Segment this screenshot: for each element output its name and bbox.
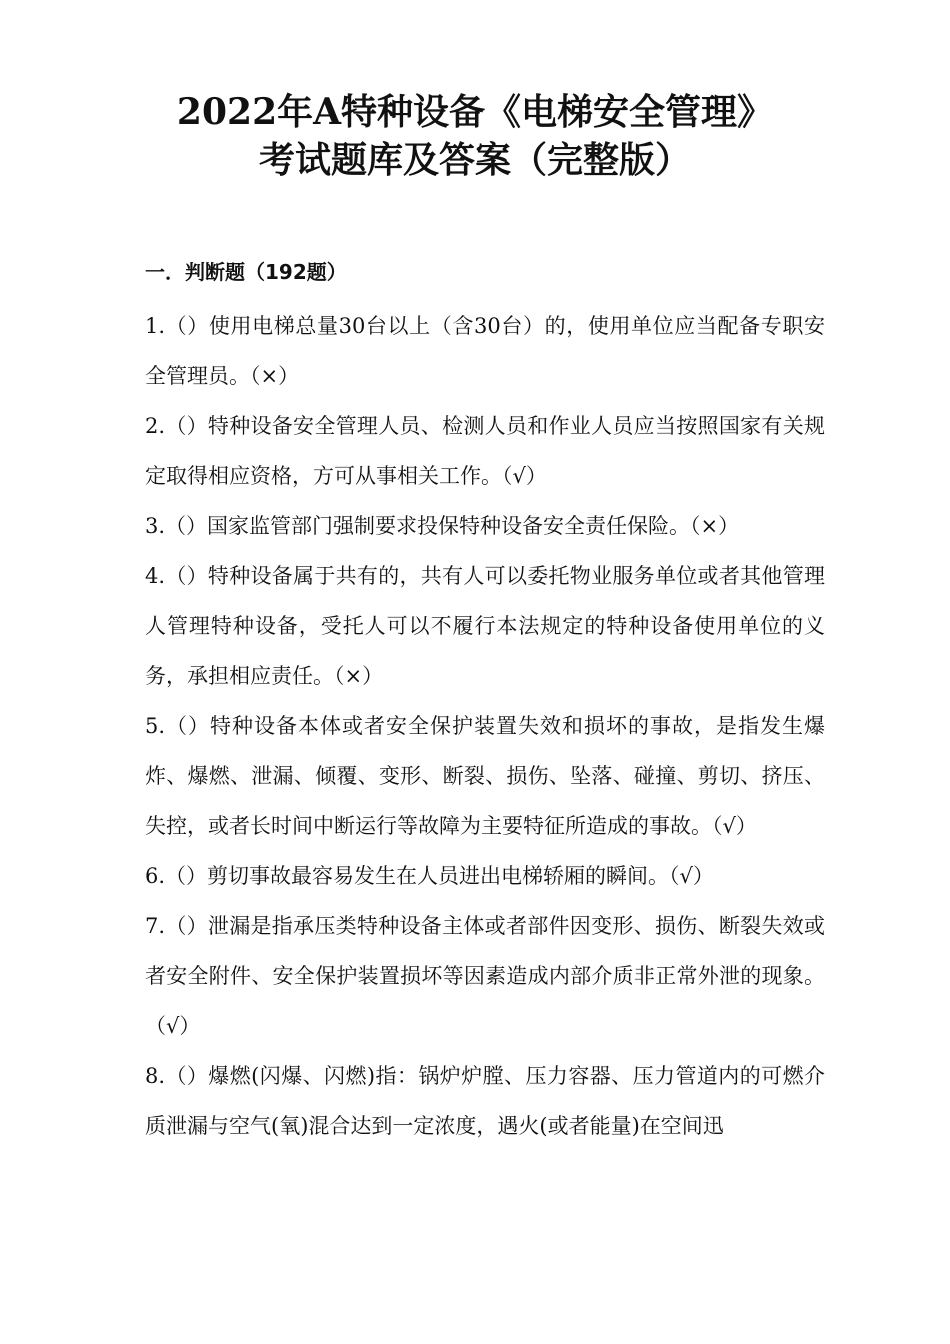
question-item: 8.（）爆燃(闪爆、闪燃)指：锅炉炉膛、压力容器、压力管道内的可燃介质泄漏与空气(氧)混合达到一定浓度，遇火(或者能量)在空间迅 [145, 1064, 825, 1138]
question-item: 1.（）使用电梯总量30台以上（含30台）的，使用单位应当配备专职安全管理员。（×） [145, 314, 825, 388]
question-item: 6.（）剪切事故最容易发生在人员进出电梯轿厢的瞬间。（√） [145, 864, 714, 888]
section-heading: 一．判断题（192题） [145, 260, 347, 284]
question-list [145, 301, 825, 1151]
question-item: 7.（）泄漏是指承压类特种设备主体或者部件因变形、损伤、断裂失效或者安全附件、安全保护装置损坏等因素造成内部介质非正常外泄的现象。（√） [145, 914, 825, 1038]
document-title-line2: 考试题库及答案（完整版） [258, 139, 691, 181]
question-item: 4.（）特种设备属于共有的，共有人可以委托物业服务单位或者其他管理人管理特种设备，受托人可以不履行本法规定的特种设备使用单位的义务，承担相应责任。（×） [145, 564, 825, 688]
question-item: 3.（）国家监管部门强制要求投保特种设备安全责任保险。（×） [145, 514, 740, 538]
question-item: 5.（）特种设备本体或者安全保护装置失效和损坏的事故，是指发生爆炸、爆燃、泄漏、倾覆、变形、断裂、损伤、坠落、碰撞、剪切、挤压、失控，或者长时间中断运行等故障为主要特征所造成的事故。（√） [145, 714, 825, 838]
document-title-line1: 2022年A特种设备《电梯安全管理》 [176, 91, 774, 133]
question-item: 2.（）特种设备安全管理人员、检测人员和作业人员应当按照国家有关规定取得相应资格，方可从事相关工作。（√） [145, 414, 825, 488]
